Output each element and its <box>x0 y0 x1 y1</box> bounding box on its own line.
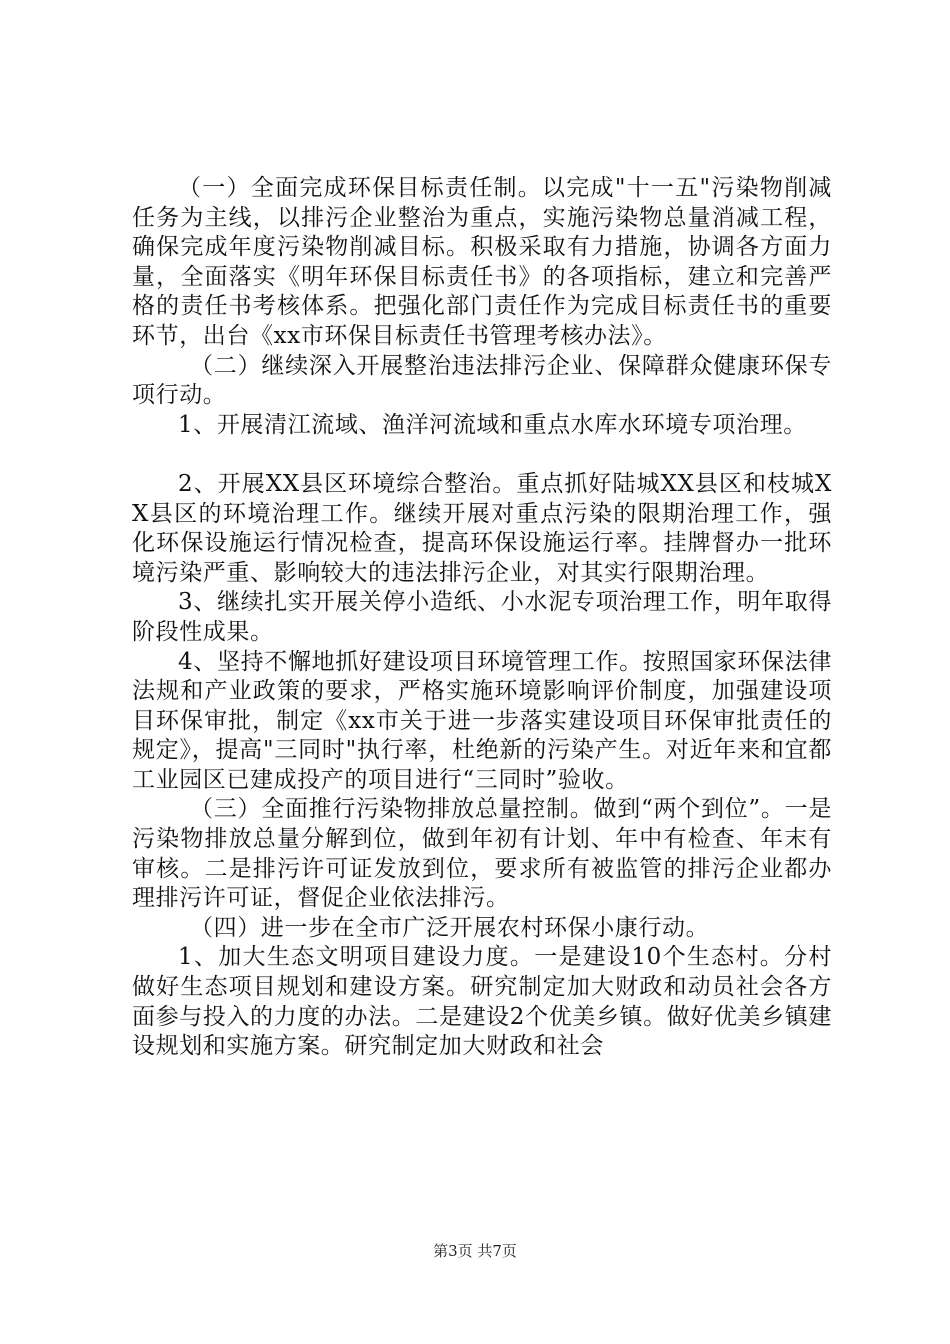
paragraph-item-1: 1、开展清江流域、渔洋河流域和重点水库水环境专项治理。 <box>178 411 807 438</box>
paragraph-item-4-1: 1、加大生态文明项目建设力度。一是建设10个生态村。分村做好生态项目规划和建设方案。研究制定加大财政和动员社会各方面参与投入的力度的办法。二是建设2个优美乡镇。做好优美乡镇建设规划和实施方案。研究制定加大财政和社会 <box>132 944 832 1060</box>
paragraph-section-3: （三）全面推行污染物排放总量控制。做到“两个到位”。一是污染物排放总量分解到位，做到年初有计划、年中有检查、年末有审核。二是排污许可证发放到位，要求所有被监管的排污企业都办理排污许可证，督促企业依法排污。 <box>132 796 832 912</box>
page-number-footer: 第3页 共7页 <box>433 1242 517 1260</box>
paragraph-section-2: （二）继续深入开展整治违法排污企业、保障群众健康环保专项行动。 <box>132 352 832 409</box>
paragraph-section-1: （一）全面完成环保目标责任制。以完成"十一五"污染物削减任务为主线，以排污企业整治为重点，实施污染物总量消减工程，确保完成年度污染物削减目标。积极采取有力措施，协调各方面力量，全面落实《明年环保目标责任书》的各项指标，建立和完善严格的责任书考核体系。把强化部门责任作为完成目标责任书的重要环节，出台《xx市环保目标责任书管理考核办法》。 <box>132 175 832 349</box>
paragraph-item-4: 4、坚持不懈地抓好建设项目环境管理工作。按照国家环保法律法规和产业政策的要求，严格实施环境影响评价制度，加强建设项目环保审批，制定《xx市关于进一步落实建设项目环保审批责任的规定》，提高"三同时"执行率，杜绝新的污染产生。对近年来和宜都工业园区已建成投产的项目进行“三同时”验收。 <box>132 648 832 793</box>
paragraph-item-3: 3、继续扎实开展关停小造纸、小水泥专项治理工作，明年取得阶段性成果。 <box>132 589 832 645</box>
paragraph-section-4: （四）进一步在全市广泛开展农村环保小康行动。 <box>190 914 710 941</box>
paragraph-item-2: 2、开展XX县区环境综合整治。重点抓好陆城XX县区和枝城XX县区的环境治理工作。继续开展对重点污染的限期治理工作，强化环保设施运行情况检查，提高环保设施运行率。挂牌督办一批环境污染严重、影响较大的违法排污企业，对其实行限期治理。 <box>132 470 832 586</box>
document-body <box>132 174 832 1062</box>
